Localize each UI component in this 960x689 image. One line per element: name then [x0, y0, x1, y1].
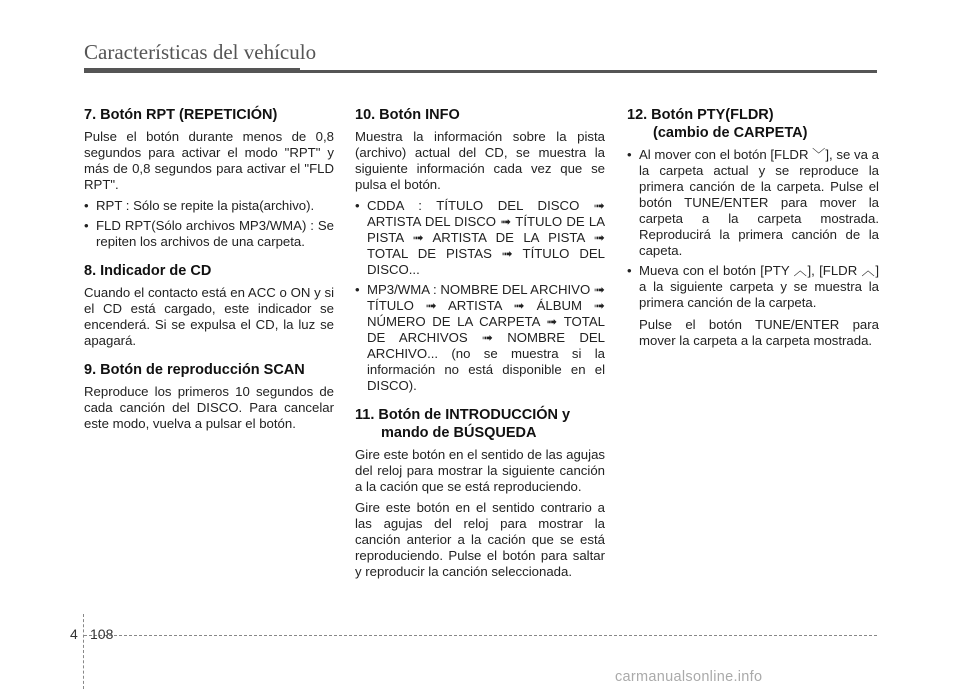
section-info-button	[355, 106, 605, 394]
footer-divider-horizontal	[84, 635, 877, 636]
column-2	[355, 106, 605, 592]
bullet-icon: •	[355, 282, 360, 297]
paragraph: Gire este botón en el sentido de las agujas del reloj para mostrar la siguiente canción a la cación que se está reproduciendo.	[355, 447, 605, 494]
list-item	[84, 218, 334, 250]
list-item-text: CDDA : TÍTULO DEL DISCO ➟ ARTISTA DEL DISCO ➟ TÍTULO DE LA PISTA ➟ ARTISTA DE LA PISTA ➟ TOTAL DE PISTAS ➟ TÍTULO DEL DISCO...	[367, 198, 605, 277]
column-1	[84, 106, 334, 444]
chapter-number: 4	[70, 626, 78, 642]
list-item	[355, 198, 605, 278]
watermark-text: carmanualsonline.info	[615, 669, 763, 685]
list-item	[84, 198, 334, 214]
page-header-title: Características del vehículo	[84, 40, 317, 64]
footer-divider-vertical	[83, 614, 85, 689]
paragraph: Gire este botón en el sentido contrario a las agujas del reloj para mostrar la canción anterior a la cación que se está reproduciendo. Pulse el botón para saltar y reproducir la canción seleccionada.	[355, 500, 605, 579]
bullet-list	[355, 198, 605, 394]
list-item-text: Al mover con el botón [FLDR ﹀], se va a la carpeta actual y se reproduce la primera canción de la carpeta. Pulse el botón TUNE/ENTER para mover la carpeta a la carpeta mostrada. Reproducirá la primera canción de la capeta.	[639, 147, 879, 258]
header-rule	[84, 70, 877, 73]
section-title: 9. Botón de reproducción SCAN	[84, 362, 305, 378]
section-title: 10. Botón INFO	[355, 107, 460, 123]
paragraph: Pulse el botón durante menos de 0,8 segundos para activar el modo "RPT" y más de 0,8 segundos para activar el "FLD RPT".	[84, 129, 334, 192]
list-item-text: RPT : Sólo se repite la pista(archivo).	[96, 198, 315, 213]
section-title: 8. Indicador de CD	[84, 263, 212, 279]
section-title-line: (cambio de CARPETA)	[653, 125, 808, 141]
bullet-list	[627, 147, 879, 311]
bullet-icon: •	[355, 198, 360, 213]
section-title-line: 12. Botón PTY(FLDR)	[627, 107, 774, 123]
section-title	[355, 406, 605, 442]
list-item-text: Mueva con el botón [PTY ︿], [FLDR ︿] a la siguiente carpeta y se muestra la primera canción de la carpeta.	[639, 263, 879, 310]
paragraph: Cuando el contacto está en ACC o ON y si el CD está cargado, este indicador se encenderá. Si se expulsa el CD, la luz se apagará.	[84, 285, 334, 348]
bullet-icon: •	[627, 147, 632, 162]
page-number: 108	[90, 626, 114, 642]
section-pty-fldr	[627, 106, 879, 349]
list-item-text: FLD RPT(Sólo archivos MP3/WMA) : Se repiten los archivos de una carpeta.	[96, 218, 334, 249]
list-item-text: MP3/WMA : NOMBRE DEL ARCHIVO ➟ TÍTULO ➟ ARTISTA ➟ ÁLBUM ➟ NÚMERO DE LA CARPETA ➟ TOTAL DE ARCHIVOS ➟ NOMBRE DEL ARCHIVO... (no se muestra si la información no está disponible en el DISCO).	[367, 282, 605, 393]
list-item	[355, 282, 605, 394]
section-title-line: mando de BÚSQUEDA	[381, 425, 537, 441]
bullet-icon: •	[84, 218, 89, 233]
section-title	[627, 106, 879, 142]
section-rpt-button	[84, 106, 334, 250]
list-item	[627, 147, 879, 259]
list-item	[627, 263, 879, 311]
bullet-list	[84, 198, 334, 250]
column-3	[627, 106, 879, 361]
section-title: 7. Botón RPT (REPETICIÓN)	[84, 107, 278, 123]
paragraph: Reproduce los primeros 10 segundos de cada canción del DISCO. Para cancelar este modo, vuelva a pulsar el botón.	[84, 384, 334, 431]
section-title-line: 11. Botón de INTRODUCCIÓN y	[355, 407, 571, 423]
paragraph: Pulse el botón TUNE/ENTER para mover la carpeta a la carpeta mostrada.	[639, 317, 879, 348]
section-intro-search	[355, 406, 605, 580]
bullet-icon: •	[627, 263, 632, 278]
paragraph: Muestra la información sobre la pista (archivo) actual del CD, se muestra la siguiente información cada vez que se pulsa el botón.	[355, 129, 605, 192]
bullet-icon: •	[84, 198, 89, 213]
section-scan-button	[84, 361, 334, 432]
section-cd-indicator	[84, 262, 334, 349]
